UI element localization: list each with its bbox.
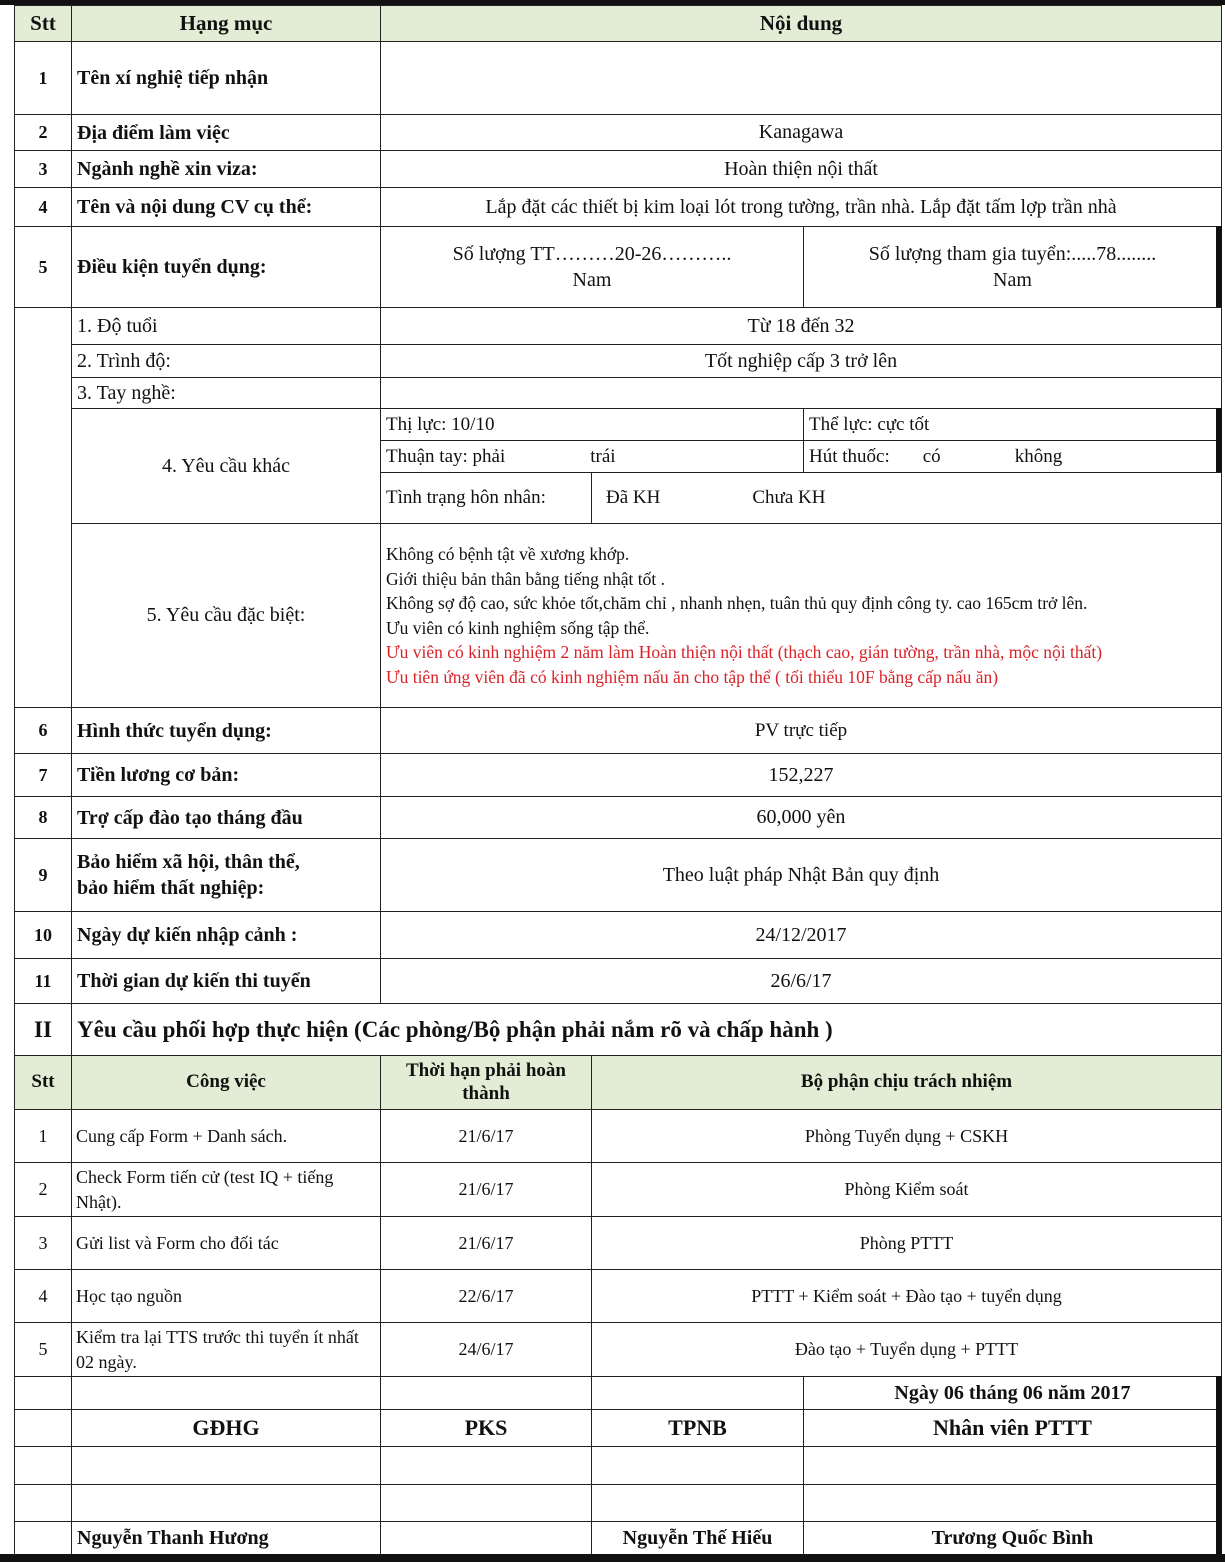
- tasks-header-deadline-line2: thành: [462, 1082, 510, 1104]
- signature-space: [380, 1484, 592, 1522]
- smoking-cell: [803, 440, 1222, 473]
- education-label: 2. Trình độ:: [71, 344, 381, 378]
- task-4-description: Học tạo nguồn: [71, 1269, 381, 1323]
- row-2-label: Địa điểm làm việc: [71, 114, 381, 151]
- row-10-label: Ngày dự kiến nhập cảnh :: [71, 911, 381, 959]
- special-item: Không sợ độ cao, sức khỏe tốt,chăm chỉ , nhanh nhẹn, tuân thủ quy định công ty. cao 165cm trở lên.: [386, 593, 1088, 613]
- signer-tpnb-name: Nguyễn Thế Hiếu: [591, 1521, 804, 1555]
- date-row-blank: [380, 1376, 592, 1410]
- signature-space: [14, 1446, 72, 1485]
- signer-pttt-name: Trương Quốc Bình: [803, 1521, 1222, 1555]
- education-value: Tốt nghiệp cấp 3 trở lên: [380, 344, 1222, 378]
- task-2-department: Phòng Kiểm soát: [591, 1162, 1222, 1217]
- row-8-value: 60,000 yên: [380, 796, 1222, 839]
- task-3-deadline: 21/6/17: [380, 1216, 592, 1270]
- row-5-number: 5: [14, 226, 72, 308]
- task-1-number: 1: [14, 1109, 72, 1163]
- eyesight-value: Thị lực: 10/10: [380, 408, 804, 441]
- task-2-deadline: 21/6/17: [380, 1162, 592, 1217]
- header-stt: Stt: [14, 5, 72, 42]
- task-2-description: Check Form tiến cử (test IQ + tiếng Nhật).: [71, 1162, 381, 1217]
- row-8-label: Trợ cấp đào tạo tháng đầu: [71, 796, 381, 839]
- row-9-label-line2: bảo hiểm thất nghiệp:: [77, 877, 265, 899]
- task-3-description: Gửi list và Form cho đối tác: [71, 1216, 381, 1270]
- row-3-number: 3: [14, 150, 72, 188]
- signer-director-name: Nguyễn Thanh Hương: [71, 1521, 381, 1555]
- task-1-department: Phòng Tuyển dụng + CSKH: [591, 1109, 1222, 1163]
- task-2-number: 2: [14, 1162, 72, 1217]
- header-content: Nội dung: [380, 5, 1222, 42]
- row-2-number: 2: [14, 114, 72, 151]
- role-pks: PKS: [380, 1409, 592, 1447]
- task-1-deadline: 21/6/17: [380, 1109, 592, 1163]
- tasks-header-department: Bộ phận chịu trách nhiệm: [591, 1055, 1222, 1110]
- trainee-gender: Nam: [572, 269, 612, 291]
- row-6-label: Hình thức tuyển dụng:: [71, 707, 381, 754]
- row-11-number: 11: [14, 958, 72, 1004]
- task-3-number: 3: [14, 1216, 72, 1270]
- handedness-label: Thuận tay: phải: [386, 445, 506, 467]
- row-2-value: Kanagawa: [380, 114, 1222, 151]
- task-5-deadline: 24/6/17: [380, 1322, 592, 1377]
- signature-space: [591, 1484, 804, 1522]
- requirements-number-cell: [14, 307, 72, 708]
- tasks-header-stt: Stt: [14, 1055, 72, 1110]
- row-6-number: 6: [14, 707, 72, 754]
- row-9-number: 9: [14, 838, 72, 912]
- thick-edge: [1216, 1376, 1222, 1556]
- trainee-count: Số lượng TT………20-26………..: [452, 243, 732, 265]
- task-4-department: PTTT + Kiểm soát + Đào tạo + tuyển dụng: [591, 1269, 1222, 1323]
- bottom-border: [0, 1554, 1225, 1562]
- signer-pks-name: [380, 1521, 592, 1555]
- role-pttt-staff: Nhân viên PTTT: [803, 1409, 1222, 1447]
- trainee-count-cell: [380, 226, 804, 308]
- row-9-value: Theo luật pháp Nhật Bản quy định: [380, 838, 1222, 912]
- signature-space: [380, 1446, 592, 1485]
- candidate-count: Số lượng tham gia tuyển:.....78........: [868, 243, 1157, 265]
- section-2-number: II: [14, 1003, 72, 1056]
- row-11-value: 26/6/17: [380, 958, 1222, 1004]
- row-1-label: Tên xí nghiệ tiếp nhận: [71, 41, 381, 115]
- age-value: Từ 18 đến 32: [380, 307, 1222, 345]
- candidate-gender: Nam: [993, 269, 1032, 291]
- candidate-count-cell: [803, 226, 1222, 308]
- task-5-department: Đào tạo + Tuyển dụng + PTTT: [591, 1322, 1222, 1377]
- signature-space: [803, 1484, 1222, 1522]
- handedness-cell: [380, 440, 804, 473]
- tasks-header-deadline-line1: Thời hạn phải hoàn: [406, 1059, 566, 1081]
- task-5-description: Kiểm tra lại TTS trước thi tuyển ít nhất 02 ngày.: [71, 1322, 381, 1377]
- tasks-header-task: Công việc: [71, 1055, 381, 1110]
- special-item: Ưu viên có kinh nghiệm sống tập thể.: [386, 617, 650, 638]
- signature-space: [14, 1484, 72, 1522]
- row-9-label: [71, 838, 381, 912]
- handedness-left-option: trái: [590, 445, 616, 467]
- signature-space: [71, 1446, 381, 1485]
- task-5-number: 5: [14, 1322, 72, 1377]
- marital-label: Tình trạng hôn nhân:: [380, 472, 592, 524]
- marital-married-option: Đã KH: [606, 487, 661, 508]
- row-11-label: Thời gian dự kiến thi tuyển: [71, 958, 381, 1004]
- row-1-value: [380, 41, 1222, 115]
- row-6-value: PV trực tiếp: [380, 707, 1222, 754]
- thick-edge: [1216, 226, 1222, 308]
- signing-date: Ngày 06 tháng 06 năm 2017: [803, 1376, 1222, 1410]
- row-9-label-line1: Bảo hiểm xã hội, thân thể,: [77, 851, 300, 873]
- signature-space: [803, 1446, 1222, 1485]
- row-4-number: 4: [14, 187, 72, 227]
- smoking-yes-option: có: [922, 445, 941, 467]
- task-3-department: Phòng PTTT: [591, 1216, 1222, 1270]
- marital-single-option: Chưa KH: [752, 487, 826, 508]
- thick-edge: [1216, 408, 1222, 473]
- row-1-number: 1: [14, 41, 72, 115]
- row-4-label: Tên và nội dung CV cụ thể:: [71, 187, 381, 227]
- role-tpnb: TPNB: [591, 1409, 804, 1447]
- tasks-header-deadline: [380, 1055, 592, 1110]
- fitness-value: Thể lực: cực tốt: [803, 408, 1222, 441]
- skill-label: 3. Tay nghề:: [71, 377, 381, 409]
- task-4-deadline: 22/6/17: [380, 1269, 592, 1323]
- name-row-blank: [14, 1521, 72, 1555]
- task-4-number: 4: [14, 1269, 72, 1323]
- row-3-label: Ngành nghề xin viza:: [71, 150, 381, 188]
- special-item: Giới thiệu bản thân bằng tiếng nhật tốt .: [386, 568, 665, 589]
- date-row-blank: [71, 1376, 381, 1410]
- date-row-blank: [14, 1376, 72, 1410]
- row-8-number: 8: [14, 796, 72, 839]
- row-3-value: Hoàn thiện nội thất: [380, 150, 1222, 188]
- special-priority-item: Ưu tiên ứng viên đã có kinh nghiệm nấu ăn cho tập thể ( tối thiểu 10F bằng cấp nấu ăn): [386, 666, 999, 687]
- row-10-number: 10: [14, 911, 72, 959]
- header-category: Hạng mục: [71, 5, 381, 42]
- other-requirements-label: 4. Yêu cầu khác: [71, 408, 381, 524]
- row-7-label: Tiền lương cơ bản:: [71, 753, 381, 797]
- row-4-value: Lắp đặt các thiết bị kim loại lót trong tường, trần nhà. Lắp đặt tấm lợp trần nhà: [380, 187, 1222, 227]
- marital-options: [591, 472, 1222, 524]
- skill-value: [380, 377, 1222, 409]
- task-1-description: Cung cấp Form + Danh sách.: [71, 1109, 381, 1163]
- row-7-value: 152,227: [380, 753, 1222, 797]
- date-row-blank: [591, 1376, 804, 1410]
- role-row-blank: [14, 1409, 72, 1447]
- row-10-value: 24/12/2017: [380, 911, 1222, 959]
- section-2-title: Yêu cầu phối hợp thực hiện (Các phòng/Bộ phận phải nắm rõ và chấp hành ): [71, 1003, 1222, 1056]
- special-requirements-label: 5. Yêu cầu đặc biệt:: [71, 523, 381, 708]
- row-7-number: 7: [14, 753, 72, 797]
- special-priority-item: Ưu viên có kinh nghiệm 2 năm làm Hoàn thiện nội thất (thạch cao, gián tường, trần nhà, mộc nội thất): [386, 642, 1103, 662]
- row-5-label: Điều kiện tuyển dụng:: [71, 226, 381, 308]
- smoking-no-option: không: [1014, 445, 1063, 467]
- special-requirements-list: [380, 523, 1222, 708]
- smoking-label: Hút thuốc:: [809, 445, 890, 467]
- role-director: GĐHG: [71, 1409, 381, 1447]
- special-item: Không có bệnh tật về xương khớp.: [386, 544, 630, 564]
- age-label: 1. Độ tuổi: [71, 307, 381, 345]
- signature-space: [591, 1446, 804, 1485]
- signature-space: [71, 1484, 381, 1522]
